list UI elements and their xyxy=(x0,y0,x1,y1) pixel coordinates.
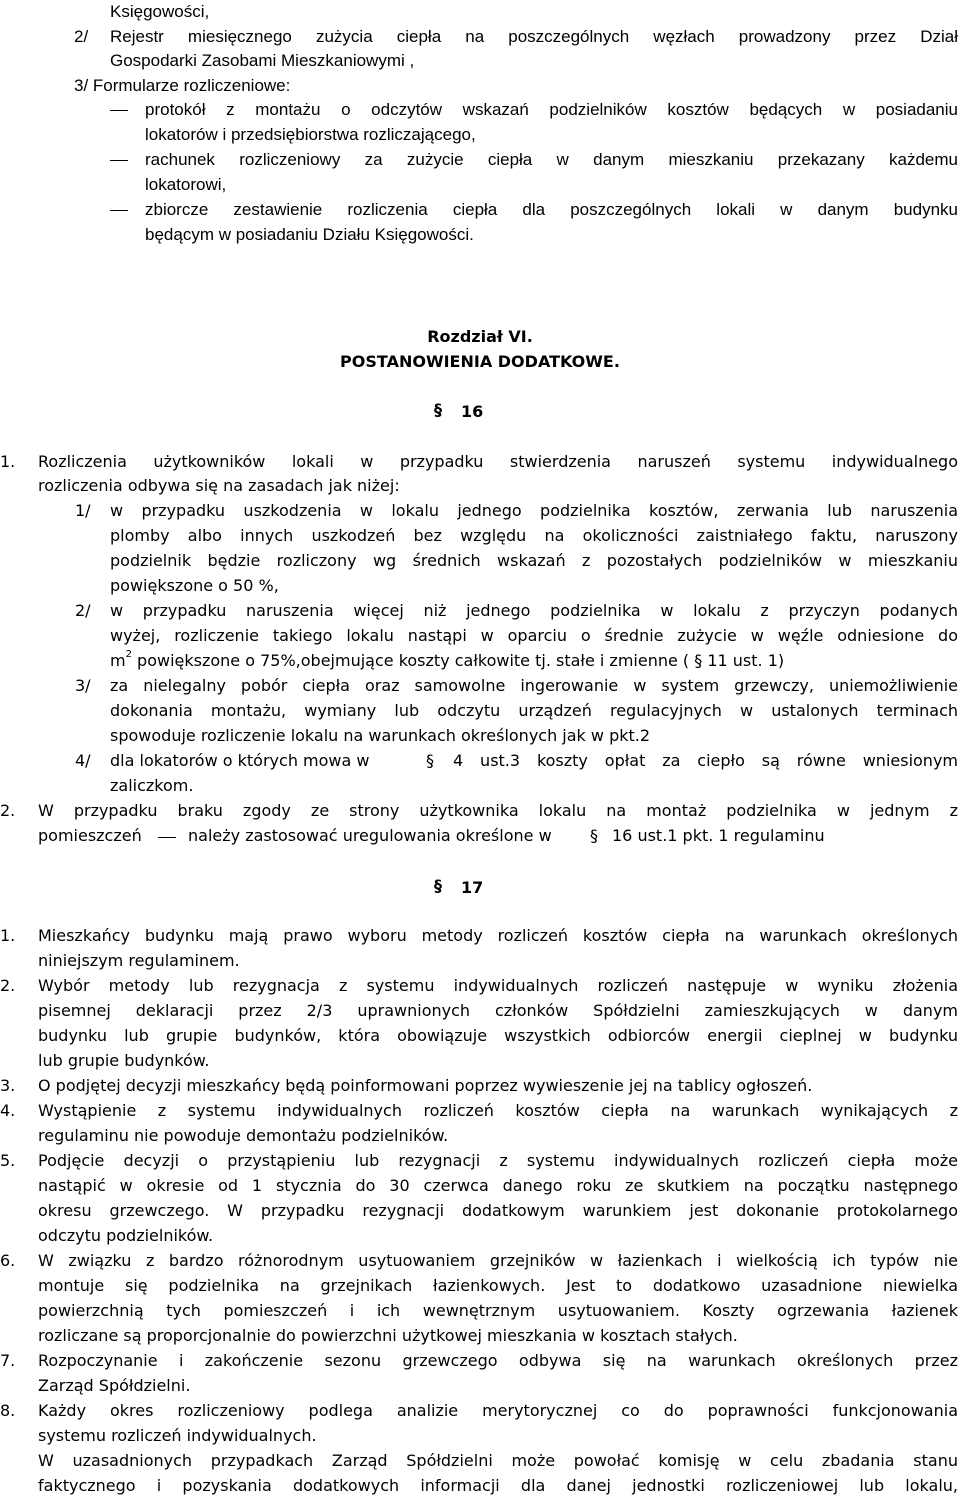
text-fragment: powiększone o 75%,obejmujące koszty całkowite tj. stałe i zmienne ( xyxy=(131,651,690,670)
list-number: 5. xyxy=(0,1151,16,1170)
text-line: Wybór metody lub rezygnacja z systemu indywidualnych rozliczeń następuje w wyniku złożenia xyxy=(38,976,958,995)
chapter-subtitle: POSTANOWIENIA DODATKOWE. xyxy=(340,352,620,371)
text-line: budynku lub grupie budynków, która obowiązuje wszystkich odbiorców energii cieplnej w budynku xyxy=(38,1026,958,1045)
text-line: podzielnik będzie rozliczony wg średnich wskazań z pozostałych podzielników w mieszkaniu xyxy=(110,551,958,570)
text-line: Rejestr miesięcznego zużycia ciepła na poszczególnych węzłach prowadzony przez Dział xyxy=(110,27,958,46)
text-line: spowoduje rozliczenie lokalu na warunkach określonych jak w pkt.2 xyxy=(110,726,651,745)
text-line: plomby albo innych uszkodzeń bez względu na okoliczności zaistniałego faktu, naruszony xyxy=(110,526,958,545)
list-number: 7. xyxy=(0,1351,16,1370)
list-number: 4/ xyxy=(75,751,91,770)
list-number: 2. xyxy=(0,801,16,820)
section-symbol-icon: § xyxy=(426,751,434,770)
list-number: 1. xyxy=(0,926,16,945)
text-line: systemu rozliczeń indywidualnych. xyxy=(38,1426,317,1445)
section-symbol-icon: § xyxy=(434,400,442,419)
text-line xyxy=(110,650,784,672)
text-line: niniejszym regulaminem. xyxy=(38,951,240,970)
text-line: rozliczenia odbywa się na zasadach jak niżej: xyxy=(38,476,400,495)
text-line: Rozpoczynanie i zakończenie sezonu grzewczego odbywa się na warunkach określonych przez xyxy=(38,1351,958,1370)
text-line: odczytu podzielników. xyxy=(38,1226,214,1245)
text-fragment: 11 ust. 1) xyxy=(702,651,785,670)
text-line: pisemnej deklaracji przez 2/3 uprawnionych członków Spółdzielni zamieszkujących w danym xyxy=(38,1001,958,1020)
text-line: dokonania montażu, wymiany lub odczytu urządzeń regulacyjnych w ustalonych terminach xyxy=(110,701,958,720)
list-number: 6. xyxy=(0,1251,16,1270)
text-line: montuje się podzielnika na grzejnikach łazienkowych. Jest to dodatkowo uzasadnione niewielka xyxy=(38,1276,958,1295)
text-line: regulaminu nie powoduje demontażu podzielników. xyxy=(38,1126,449,1145)
text-line: W związku z bardzo różnorodnym usytuowaniem grzejników w łazienkach i wielkością ich typów nie xyxy=(38,1251,958,1270)
text-line: Mieszkańcy budynku mają prawo wyboru metody rozliczeń kosztów ciepła na warunkach określonych xyxy=(38,926,958,945)
text-line: W uzasadnionych przypadkach Zarząd Spółdzielni może powołać komisję w celu zbadania stanu xyxy=(38,1451,958,1470)
text-fragment: dla lokatorów o których mowa w xyxy=(110,751,370,770)
text-line: Księgowości, xyxy=(110,2,210,21)
text-line: 4 ust.3 koszty opłat za ciepło są równe wniesionym xyxy=(453,751,958,770)
text-line: zaliczkom. xyxy=(110,776,194,795)
section-symbol-icon: § xyxy=(434,876,442,895)
text-line: lokatorów i przedsiębiorstwa rozliczającego, xyxy=(145,125,476,144)
unit-text: m xyxy=(110,651,126,670)
text-line: za nielegalny pobór ciepła oraz samowolne ingerowanie w system grzewczy, uniemożliwienie xyxy=(110,676,958,695)
section-heading: 17 xyxy=(461,878,484,897)
text-line: okresu grzewczego. W przypadku rezygnacji dodatkowym warunkiem jest dokonanie protokolarnego xyxy=(38,1201,958,1220)
text-line: będącym w posiadaniu Działu Księgowości. xyxy=(145,225,474,244)
list-number: 1. xyxy=(0,452,16,471)
section-symbol-icon: § xyxy=(590,826,598,845)
dash-bullet xyxy=(110,110,128,111)
text-line: Rozliczenia użytkowników lokali w przypadku stwierdzenia naruszeń systemu indywidualnego xyxy=(38,452,958,471)
chapter-title: Rozdział VI. xyxy=(427,327,533,346)
list-number: 4. xyxy=(0,1101,16,1120)
list-number: 3. xyxy=(0,1076,16,1095)
text-line: Podjęcie decyzji o przystąpieniu lub rezygnacji z systemu indywidualnych rozliczeń ciepła może xyxy=(38,1151,958,1170)
list-number: 1/ xyxy=(75,501,91,520)
superscript: 2 xyxy=(125,649,132,660)
text-line: Wystąpienie z systemu indywidualnych rozliczeń kosztów ciepła na warunkach wynikających z xyxy=(38,1101,958,1120)
list-number: 2/ xyxy=(74,27,89,46)
text-line: faktycznego i pozyskania dodatkowych informacji dla danej jednostki rozliczeniowej lub lokalu, xyxy=(38,1476,958,1495)
text-fragment: 16 ust.1 pkt. 1 regulaminu xyxy=(612,826,825,845)
text-line: Zarząd Spółdzielni. xyxy=(38,1376,191,1395)
text-line: powierzchnią tych pomieszczeń i ich wewnętrznym usytuowaniem. Koszty ogrzewania łazienek xyxy=(38,1301,958,1320)
list-number: 2/ xyxy=(75,601,91,620)
text-line: w przypadku naruszenia więcej niż jednego podzielnika w lokalu z przyczyn podanych xyxy=(110,601,958,620)
text-line: rozliczane są proporcjonalnie do powierzchni użytkowej mieszkania w kosztach stałych. xyxy=(38,1326,738,1345)
text-fragment: należy zastosować uregulowania określone w xyxy=(188,826,552,845)
list-number: 8. xyxy=(0,1401,16,1420)
text-line: lokatorowi, xyxy=(145,175,227,194)
text-line: w przypadku uszkodzenia w lokalu jednego podzielnika kosztów, zerwania lub naruszenia xyxy=(110,501,958,520)
text-line: powiększone o 50 %, xyxy=(110,576,279,595)
list-number: 3/ xyxy=(75,676,91,695)
text-line: lub grupie budynków. xyxy=(38,1051,210,1070)
dash-bullet xyxy=(110,210,128,211)
text-line: wyżej, rozliczenie takiego lokalu nastąpi w oparciu o średnie zużycie w węźle odniesione do xyxy=(110,626,958,645)
text-line: protokół z montażu o odczytów wskazań podzielników kosztów będących w posiadaniu xyxy=(145,100,958,119)
text-line: O podjętej decyzji mieszkańcy będą poinformowani poprzez wywieszenie jej na tablicy ogłoszeń. xyxy=(38,1076,813,1095)
text-line: Każdy okres rozliczeniowy podlega analizie merytorycznej co do poprawności funkcjonowania xyxy=(38,1401,958,1420)
section-heading: 16 xyxy=(461,402,484,421)
text-line: W przypadku braku zgody ze strony użytkownika lokalu na montaż podzielnika w jednym z xyxy=(38,801,958,820)
text-line: rachunek rozliczeniowy za zużycie ciepła w danym mieszkaniu przekazany każdemu xyxy=(145,150,958,169)
text-fragment: pomieszczeń xyxy=(38,826,142,845)
list-item-heading: 3/ Formularze rozliczeniowe: xyxy=(74,76,291,95)
section-symbol-icon: § xyxy=(694,651,703,670)
text-line: Gospodarki Zasobami Mieszkaniowymi , xyxy=(110,51,415,70)
text-line: nastąpić w okresie od 1 stycznia do 30 czerwca danego roku ze skutkiem na początku następnego xyxy=(38,1176,958,1195)
text-line: zbiorcze zestawienie rozliczenia ciepła dla poszczególnych lokali w danym budynku xyxy=(145,200,958,219)
list-number: 2. xyxy=(0,976,16,995)
dash-bullet xyxy=(110,160,128,161)
dash-bullet xyxy=(158,837,176,838)
